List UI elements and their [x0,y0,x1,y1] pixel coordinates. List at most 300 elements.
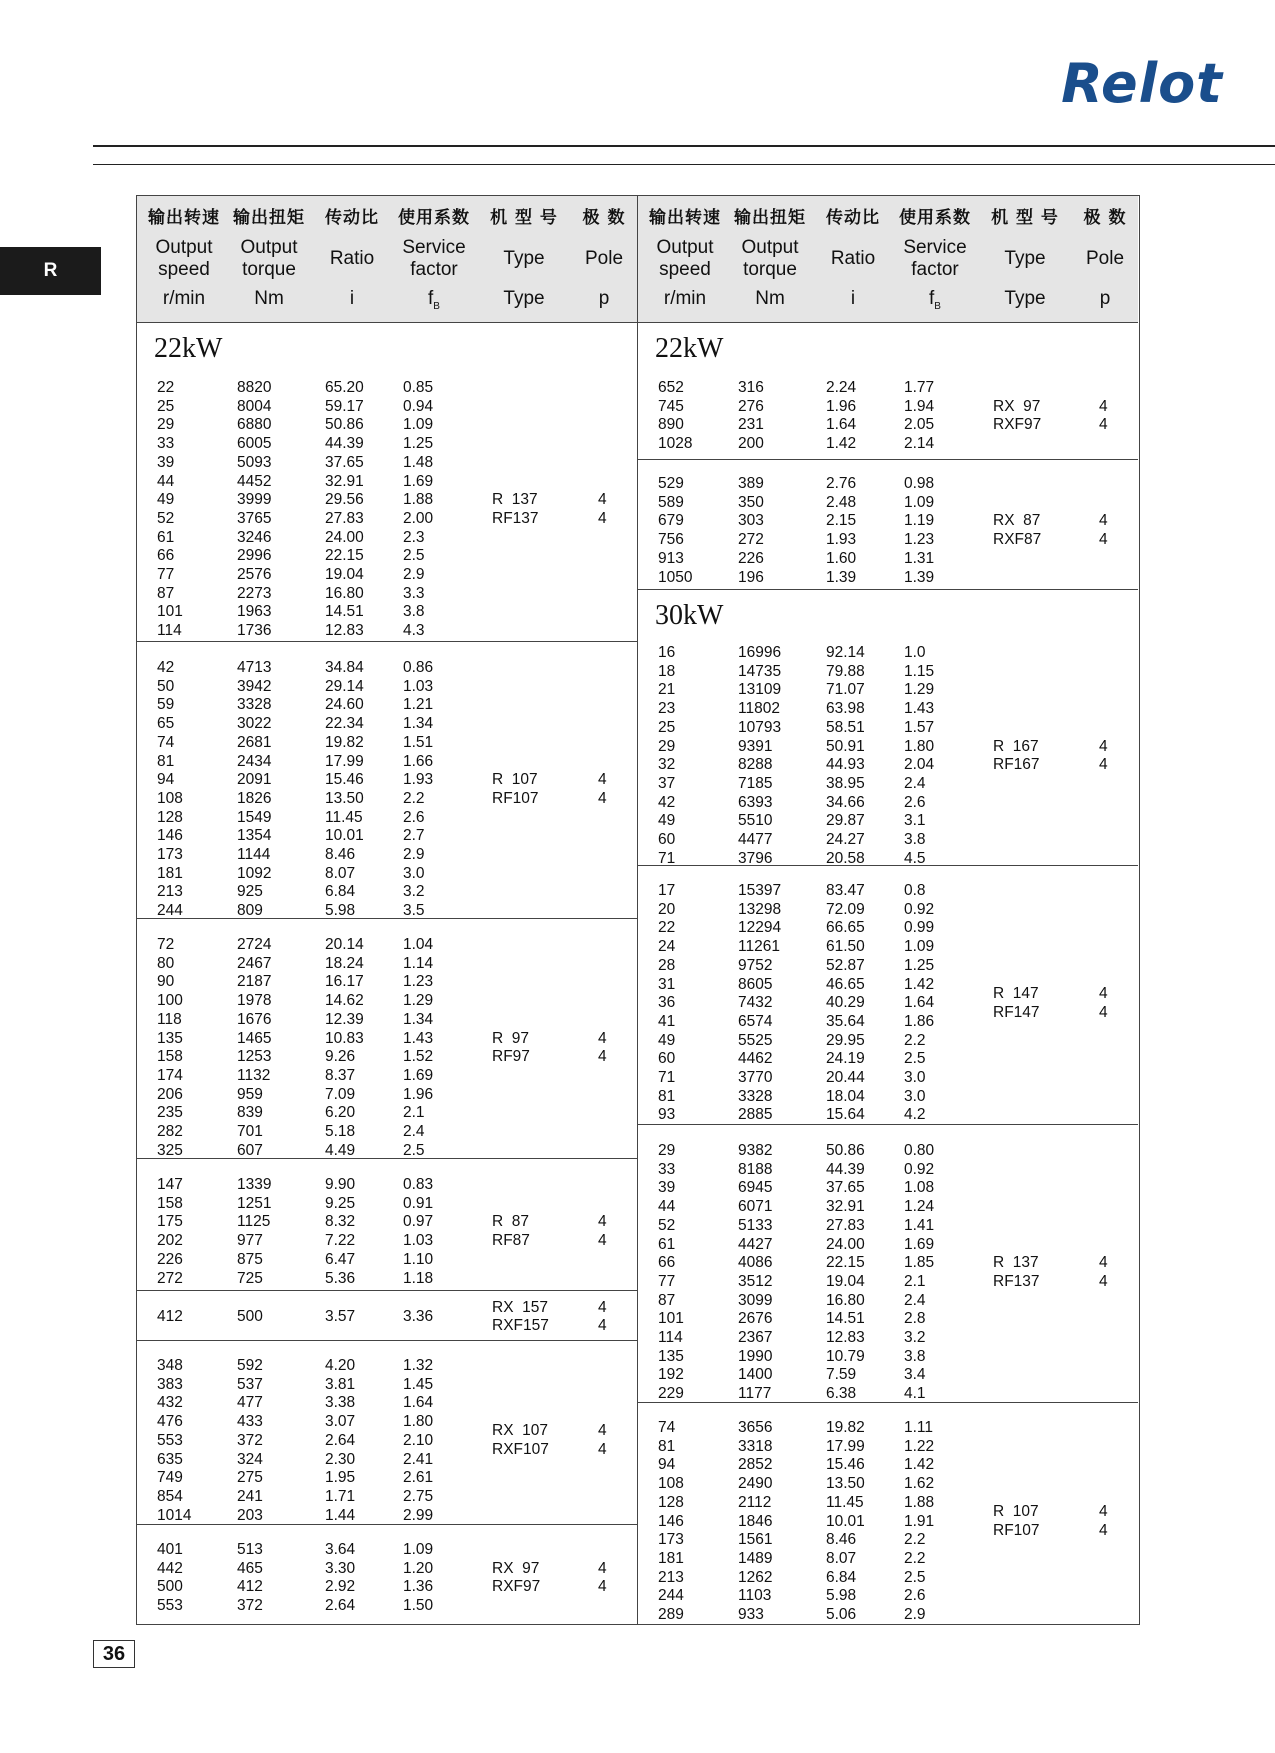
table-row [137,827,637,846]
type-label: RF107 [993,1521,1040,1539]
service-factor-cell: 1.23 [403,973,434,991]
service-factor-cell: 1.20 [403,1559,434,1577]
ratio-cell: 11.45 [826,1493,864,1511]
header-cn-label: 机 型 号 [991,208,1059,228]
table-section [137,1524,637,1625]
table-section [137,1290,637,1341]
ratio-cell: 18.04 [826,1087,865,1105]
torque-cell: 1736 [237,622,272,640]
header-en-label: Type [503,248,545,269]
torque-cell: 6945 [738,1179,773,1197]
table-row [137,1597,637,1616]
table-row [137,454,637,473]
service-factor-cell: 1.77 [904,379,935,396]
table-section [638,1402,1138,1625]
service-factor-cell: 2.10 [403,1431,434,1449]
type-label: RX 107 [492,1422,549,1440]
table-row [638,1142,1138,1161]
service-factor-cell: 0.85 [403,379,434,396]
speed-cell: 101 [157,603,183,621]
header-cn-label: 输出转速 [649,208,721,228]
table-row [638,812,1138,831]
table-row [137,883,637,902]
torque-cell: 7185 [738,774,773,792]
speed-cell: 175 [157,1213,183,1231]
ratio-cell: 19.04 [325,566,364,583]
speed-cell: 20 [658,900,676,918]
type-label: R 97 [492,1029,530,1047]
table-row [137,715,637,734]
table-row [638,1236,1138,1255]
type-label: R 87 [492,1213,530,1231]
speed-cell: 93 [658,1106,676,1124]
ratio-cell: 19.82 [826,1419,865,1436]
table-row [638,379,1138,398]
speed-cell: 114 [157,622,182,640]
ratio-cell: 12.39 [325,1010,364,1028]
speed-cell: 22 [658,919,676,937]
pole-value: 4 [598,1559,607,1577]
service-factor-cell: 2.6 [904,1587,926,1605]
speed-cell: 635 [157,1450,183,1468]
torque-cell: 537 [237,1375,263,1393]
torque-cell: 1125 [237,1213,271,1231]
ratio-cell: 5.36 [325,1269,356,1287]
speed-cell: 29 [658,1142,676,1159]
ratio-cell: 6.20 [325,1104,356,1122]
service-factor-cell: 0.91 [403,1194,434,1212]
speed-cell: 44 [658,1198,676,1216]
table-row [137,790,637,809]
speed-cell: 33 [658,1160,676,1178]
speed-cell: 181 [157,864,183,882]
service-factor-cell: 1.48 [403,453,434,471]
service-factor-cell: 1.04 [403,936,434,953]
speed-cell: 21 [658,681,676,699]
table-row [137,510,637,529]
pole-value: 4 [598,1213,607,1231]
torque-cell: 4462 [738,1050,773,1068]
service-factor-cell: 0.97 [403,1213,434,1231]
torque-cell: 2273 [237,584,272,602]
ratio-cell: 38.95 [826,774,865,792]
ratio-cell: 15.46 [826,1456,865,1474]
torque-cell: 3656 [738,1419,773,1436]
ratio-cell: 2.92 [325,1578,356,1596]
pole-value: 4 [598,1298,607,1316]
speed-cell: 49 [658,1031,676,1049]
service-factor-cell: 1.51 [403,733,434,751]
torque-cell: 1826 [237,789,272,807]
table-row [638,1348,1138,1367]
ratio-cell: 4.49 [325,1141,356,1159]
speed-cell: 412 [157,1308,183,1325]
table-row [638,1513,1138,1532]
ratio-cell: 44.39 [826,1160,865,1178]
speed-cell: 589 [658,493,684,511]
speed-cell: 202 [157,1232,183,1250]
pole-value: 4 [598,1422,607,1440]
service-factor-cell: 1.50 [403,1597,434,1615]
pole-value: 4 [598,491,607,509]
torque-cell: 1251 [237,1194,272,1212]
type-label: RXF157 [492,1317,549,1335]
service-factor-cell: 2.7 [403,827,425,845]
pole-value: 4 [1099,1254,1108,1272]
header-en-label: Ratio [830,248,876,269]
header-en-label: Ratio [329,248,375,269]
torque-cell: 13298 [738,900,782,918]
table-section [638,459,1138,590]
type-label: R 107 [492,771,538,789]
ratio-cell: 34.84 [325,659,364,676]
service-factor-cell: 1.29 [904,681,935,699]
speed-cell: 31 [658,975,676,993]
torque-cell: 959 [237,1085,263,1103]
service-factor-cell: 1.42 [904,1456,935,1474]
service-factor-cell: 2.14 [904,435,935,453]
speed-cell: 213 [157,883,183,901]
torque-cell: 8288 [738,756,773,774]
service-factor-cell: 1.29 [403,992,434,1010]
ratio-cell: 50.86 [325,416,364,434]
speed-cell: 60 [658,1050,676,1068]
service-factor-cell: 3.3 [403,584,425,602]
ratio-cell: 8.37 [325,1066,356,1084]
speed-cell: 432 [157,1394,183,1412]
torque-cell: 3246 [237,528,272,546]
ratio-cell: 5.98 [325,902,356,920]
torque-cell: 276 [738,397,764,415]
speed-cell: 77 [157,566,175,583]
speed-cell: 29 [157,416,175,434]
pole-value: 4 [1099,397,1108,415]
type-label: RF97 [492,1048,530,1066]
table-row [638,756,1138,775]
ratio-cell: 2.64 [325,1431,356,1449]
service-factor-cell: 1.32 [403,1357,434,1374]
service-factor-cell: 1.93 [403,771,434,789]
speed-cell: 272 [157,1269,183,1287]
table-section [137,641,637,919]
torque-cell: 9382 [738,1142,773,1159]
speed-cell: 81 [157,752,175,770]
table-row [137,936,637,955]
table-row [137,379,637,398]
ratio-cell: 13.50 [325,789,364,807]
speed-cell: 18 [658,662,676,680]
torque-cell: 3328 [237,696,272,714]
ratio-cell: 44.93 [826,756,865,774]
table-row [638,1050,1138,1069]
table-section [137,323,637,641]
ratio-cell: 16.17 [325,973,364,991]
pole-value: 4 [1099,737,1108,755]
header-cn-label: 机 型 号 [490,208,558,228]
table-row [638,531,1138,550]
type-label: RX 157 [492,1298,549,1316]
speed-cell: 206 [157,1085,183,1103]
pole-value: 4 [1099,512,1108,530]
table-row [638,700,1138,719]
header-cn-label: 使用系数 [899,208,971,228]
ratio-cell: 7.59 [826,1366,857,1384]
torque-cell: 275 [237,1469,263,1487]
table-row [638,1161,1138,1180]
ratio-cell: 17.99 [826,1437,865,1455]
speed-cell: 100 [157,992,183,1010]
torque-cell: 1177 [738,1385,772,1403]
torque-cell: 3022 [237,715,272,733]
table-row [638,1438,1138,1457]
service-factor-cell: 1.11 [904,1419,934,1436]
speed-cell: 52 [658,1216,676,1234]
table-left-half [137,196,637,1624]
table-row [137,473,637,492]
torque-cell: 9752 [738,956,773,974]
table-row [137,1123,637,1142]
torque-cell: 1339 [237,1176,272,1193]
ratio-cell: 8.07 [325,864,356,882]
ratio-cell: 10.83 [325,1029,364,1047]
service-factor-cell: 2.4 [403,1123,425,1140]
torque-cell: 725 [237,1269,263,1287]
torque-cell: 9391 [738,737,773,755]
service-factor-cell: 1.18 [403,1269,434,1287]
power-rating: 30kW [655,600,724,631]
torque-cell: 1132 [237,1066,271,1084]
speed-cell: 42 [157,659,175,676]
table-row [638,1088,1138,1107]
ratio-cell: 2.64 [325,1597,356,1615]
table-row [638,1569,1138,1588]
pole-value: 4 [598,771,607,789]
torque-cell: 3512 [738,1272,773,1290]
service-factor-cell: 1.36 [403,1578,434,1596]
table-row [638,1531,1138,1550]
service-factor-cell: 1.03 [403,1232,434,1250]
ratio-cell: 8.32 [325,1213,356,1231]
speed-cell: 235 [157,1104,183,1122]
service-factor-cell: 1.15 [904,662,935,680]
speed-cell: 226 [157,1250,183,1268]
table-row [137,1308,637,1327]
table-section [137,1158,637,1291]
ratio-cell: 61.50 [826,938,865,956]
speed-cell: 181 [658,1549,684,1567]
torque-cell: 8820 [237,379,272,396]
speed-cell: 17 [658,882,676,899]
service-factor-cell: 1.43 [904,700,935,718]
ratio-cell: 1.71 [325,1487,356,1505]
service-factor-cell: 3.0 [904,1069,926,1086]
ratio-cell: 4.20 [325,1357,356,1374]
ratio-cell: 1.44 [325,1506,356,1524]
service-factor-cell: 2.99 [403,1506,434,1524]
type-label: RX 97 [492,1559,540,1577]
table-row [638,512,1138,531]
torque-cell: 2996 [237,547,272,565]
service-factor-cell: 0.99 [904,919,935,937]
service-factor-cell: 1.69 [904,1235,935,1253]
table-row [638,644,1138,663]
ratio-cell: 24.00 [826,1235,865,1253]
table-row [137,1067,637,1086]
service-factor-cell: 3.0 [904,1087,926,1105]
table-row [638,794,1138,813]
service-factor-cell: 1.31 [904,549,935,567]
torque-cell: 3328 [738,1087,773,1105]
pole-value: 4 [598,509,607,527]
speed-cell: 32 [658,756,676,774]
service-factor-cell: 1.52 [403,1048,434,1066]
table-row [638,976,1138,995]
table-row [638,1106,1138,1125]
table-row [638,550,1138,569]
torque-cell: 1676 [237,1010,272,1028]
service-factor-cell: 3.8 [904,831,926,848]
service-factor-cell: 0.8 [904,882,926,899]
service-factor-cell: 1.24 [904,1198,935,1216]
pole-value: 4 [1099,416,1108,434]
torque-cell: 1846 [738,1512,773,1530]
torque-cell: 1253 [237,1048,272,1066]
ratio-cell: 15.46 [325,771,364,789]
header-unit-label: r/min [162,288,206,309]
type-label: RX 97 [993,397,1041,415]
speed-cell: 44 [157,472,175,490]
speed-cell: 16 [658,644,676,661]
ratio-cell: 19.04 [826,1272,865,1290]
table-section [638,1124,1138,1403]
pole-value: 4 [598,1441,607,1459]
table-section [638,589,1138,866]
speed-cell: 74 [658,1419,676,1436]
ratio-cell: 40.29 [826,994,865,1012]
speed-cell: 74 [157,733,175,751]
header-unit-label: p [598,288,610,309]
speed-cell: 229 [658,1385,684,1403]
torque-cell: 5093 [237,453,272,471]
speed-cell: 94 [658,1456,676,1474]
table-section [137,918,637,1159]
ratio-cell: 24.60 [325,696,364,714]
table-row [638,494,1138,513]
torque-cell: 1963 [237,603,272,621]
speed-cell: 22 [157,379,175,396]
service-factor-cell: 1.25 [904,956,935,974]
table-header [638,196,1138,323]
torque-cell: 2490 [738,1475,773,1493]
service-factor-cell: 2.9 [403,566,425,583]
header-cn-label: 使用系数 [398,208,470,228]
speed-cell: 81 [658,1087,676,1105]
type-label: RF137 [993,1272,1040,1290]
pole-value: 4 [1099,1003,1108,1021]
header-en-label: Type [1004,248,1046,269]
service-factor-cell: 2.9 [904,1606,926,1623]
brand-text: Relot [1061,52,1223,115]
service-factor-cell: 1.94 [904,397,935,415]
service-factor-cell: 1.86 [904,1012,935,1030]
table-row [137,1413,637,1432]
torque-cell: 6005 [237,435,272,453]
pole-value: 4 [1099,984,1108,1002]
ratio-cell: 2.48 [826,493,857,511]
service-factor-cell: 1.09 [403,416,434,434]
torque-cell: 5133 [738,1216,773,1234]
header-cn-label: 传动比 [826,208,880,228]
table-row [137,398,637,417]
torque-cell: 10793 [738,718,782,736]
torque-cell: 11261 [738,938,780,956]
speed-cell: 1014 [157,1506,192,1524]
service-factor-cell: 1.91 [904,1512,935,1530]
torque-cell: 1400 [738,1366,773,1384]
ratio-cell: 11.45 [325,808,363,826]
table-row [137,1104,637,1123]
speed-cell: 135 [658,1347,684,1365]
service-factor-cell: 1.62 [904,1475,935,1493]
speed-cell: 101 [658,1310,684,1328]
table-row [137,622,637,641]
table-header [137,196,637,323]
ratio-cell: 10.01 [826,1512,865,1530]
table-row [137,992,637,1011]
ratio-cell: 6.84 [325,883,356,901]
speed-cell: 25 [157,397,175,415]
service-factor-cell: 2.5 [904,1568,926,1586]
torque-cell: 226 [738,549,764,567]
speed-cell: 49 [658,812,676,830]
table-row [638,1606,1138,1625]
service-factor-cell: 3.5 [403,902,425,920]
type-label: RF137 [492,509,539,527]
torque-cell: 2112 [738,1493,772,1511]
header-en-label: Output speed [155,237,213,280]
ratio-cell: 63.98 [826,700,865,718]
ratio-cell: 29.14 [325,677,364,695]
service-factor-cell: 2.2 [403,789,425,807]
torque-cell: 4713 [237,659,272,676]
speed-cell: 94 [157,771,175,789]
type-label: RF167 [993,756,1040,774]
pole-value: 4 [1099,1503,1108,1521]
ratio-cell: 20.58 [826,849,865,867]
torque-cell: 1103 [738,1587,772,1605]
service-factor-cell: 1.43 [403,1029,434,1047]
service-factor-cell: 1.09 [403,1541,434,1558]
ratio-cell: 92.14 [826,644,865,661]
service-factor-cell: 2.2 [904,1549,926,1567]
table-row [638,938,1138,957]
pole-value: 4 [598,1232,607,1250]
torque-cell: 477 [237,1394,263,1412]
speed-cell: 244 [157,902,183,920]
ratio-cell: 3.30 [325,1559,356,1577]
table-row [638,569,1138,588]
torque-cell: 3318 [738,1437,773,1455]
service-factor-cell: 2.2 [904,1031,926,1049]
type-label: R 137 [492,491,538,509]
speed-cell: 745 [658,397,684,415]
speed-cell: 890 [658,416,684,434]
ratio-cell: 20.14 [325,936,364,953]
service-factor-cell: 2.9 [403,846,425,863]
table-row [137,1394,637,1413]
service-factor-cell: 1.0 [904,644,926,661]
service-factor-cell: 2.5 [403,1141,425,1159]
